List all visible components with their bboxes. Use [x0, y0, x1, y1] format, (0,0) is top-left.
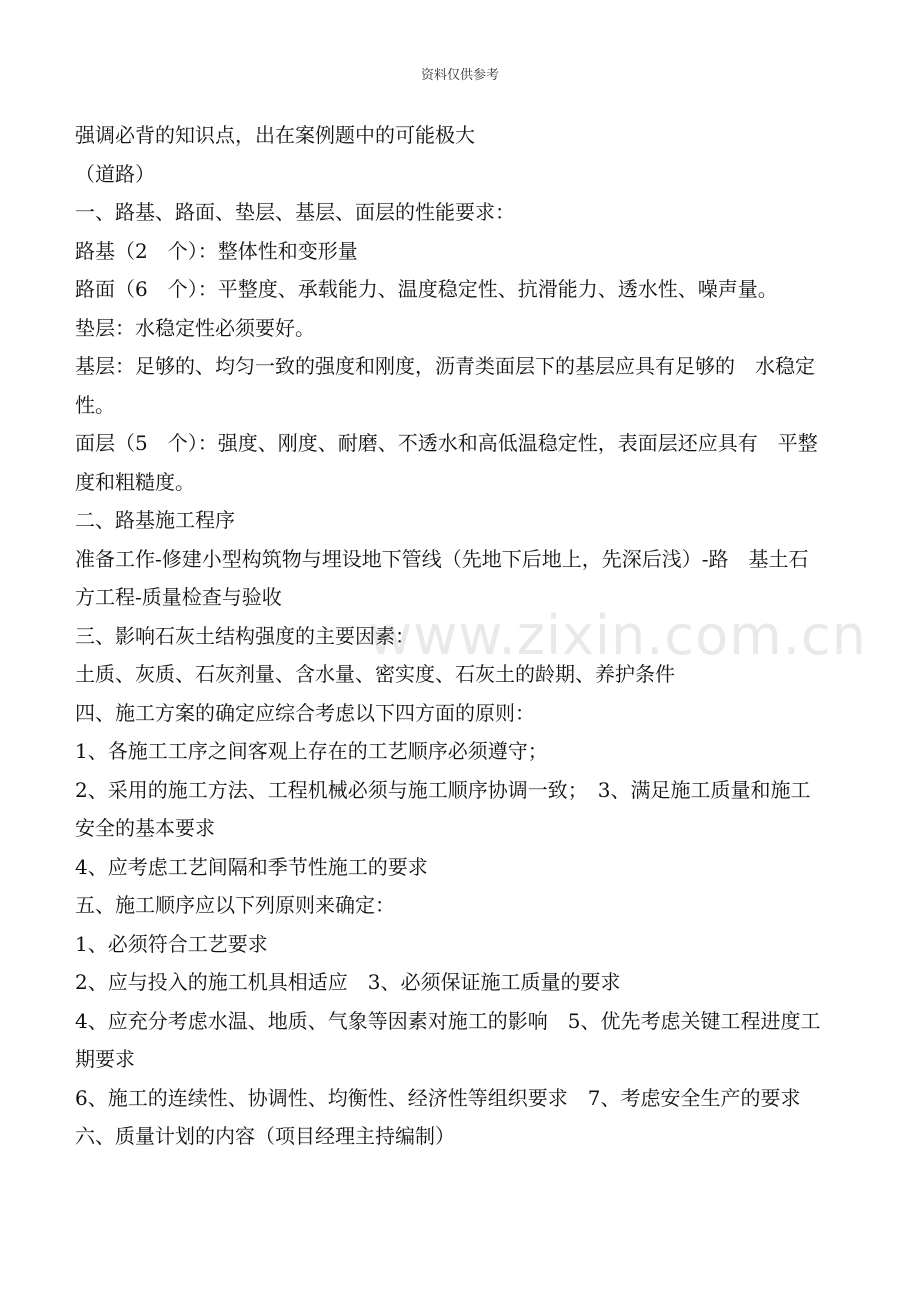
text-line: 面层（5 个）：强度、刚度、耐磨、不透水和高低温稳定性，表面层还应具有 平整	[75, 431, 818, 455]
section-heading-5: 五、施工顺序应以下列原则来确定：	[75, 893, 395, 917]
section-heading-3: 三、影响石灰土结构强度的主要因素：	[75, 623, 415, 648]
section-heading-4: 四、施工方案的确定应综合考虑以下四方面的原则：	[75, 700, 535, 725]
text-line: 土质、灰质、石灰剂量、含水量、密实度、石灰土的龄期、养护条件	[75, 662, 675, 686]
list-item: 期要求	[75, 1047, 135, 1071]
list-item: 安全的基本要求	[75, 816, 215, 840]
text-line: 垫层：水稳定性必须要好。	[75, 315, 315, 340]
list-item: 1、各施工工序之间客观上存在的工艺顺序必须遵守；	[75, 739, 548, 763]
list-item: 1、必须符合工艺要求	[75, 931, 268, 956]
section-heading-6: 六、质量计划的内容（项目经理主持编制）	[75, 1124, 455, 1148]
text-line: 性。	[75, 392, 115, 417]
section-heading-1: 一、路基、路面、垫层、基层、面层的性能要求：	[75, 200, 515, 224]
watermark: www.zixin.com.cn	[368, 604, 867, 667]
text-line: 方工程-质量检查与验收	[75, 585, 282, 609]
list-item: 2、采用的施工方法、工程机械必须与施工顺序协调一致； 3、满足施工质量和施工	[75, 777, 811, 802]
text-line: 度和粗糙度。	[75, 469, 195, 494]
text-line: 路面（6 个）：平整度、承载能力、温度稳定性、抗滑能力、透水性、噪声量。	[75, 277, 778, 301]
category-heading: （道路）	[75, 161, 155, 186]
list-item: 4、应考虑工艺间隔和季节性施工的要求	[75, 854, 428, 879]
list-item: 4、应充分考虑水温、地质、气象等因素对施工的影响 5、优先考虑关键工程进度工	[75, 1008, 821, 1033]
text-line: 准备工作-修建小型构筑物与埋设地下管线（先地下后地上，先深后浅）-路 基土石	[75, 546, 809, 571]
list-item: 2、应与投入的施工机具相适应 3、必须保证施工质量的要求	[75, 970, 621, 994]
section-heading-2: 二、路基施工程序	[75, 508, 235, 532]
text-line: 路基（2 个）：整体性和变形量	[75, 238, 358, 263]
emphasis-line: 强调必背的知识点，出在案例题中的可能极大	[75, 123, 475, 147]
document-body	[75, 116, 887, 1156]
page-header: 资料仅供参考	[420, 68, 499, 83]
list-item: 6、施工的连续性、协调性、均衡性、经济性等组织要求 7、考虑安全生产的要求	[75, 1085, 801, 1110]
text-line: 基层：足够的、均匀一致的强度和刚度，沥青类面层下的基层应具有足够的 水稳定	[75, 354, 815, 378]
